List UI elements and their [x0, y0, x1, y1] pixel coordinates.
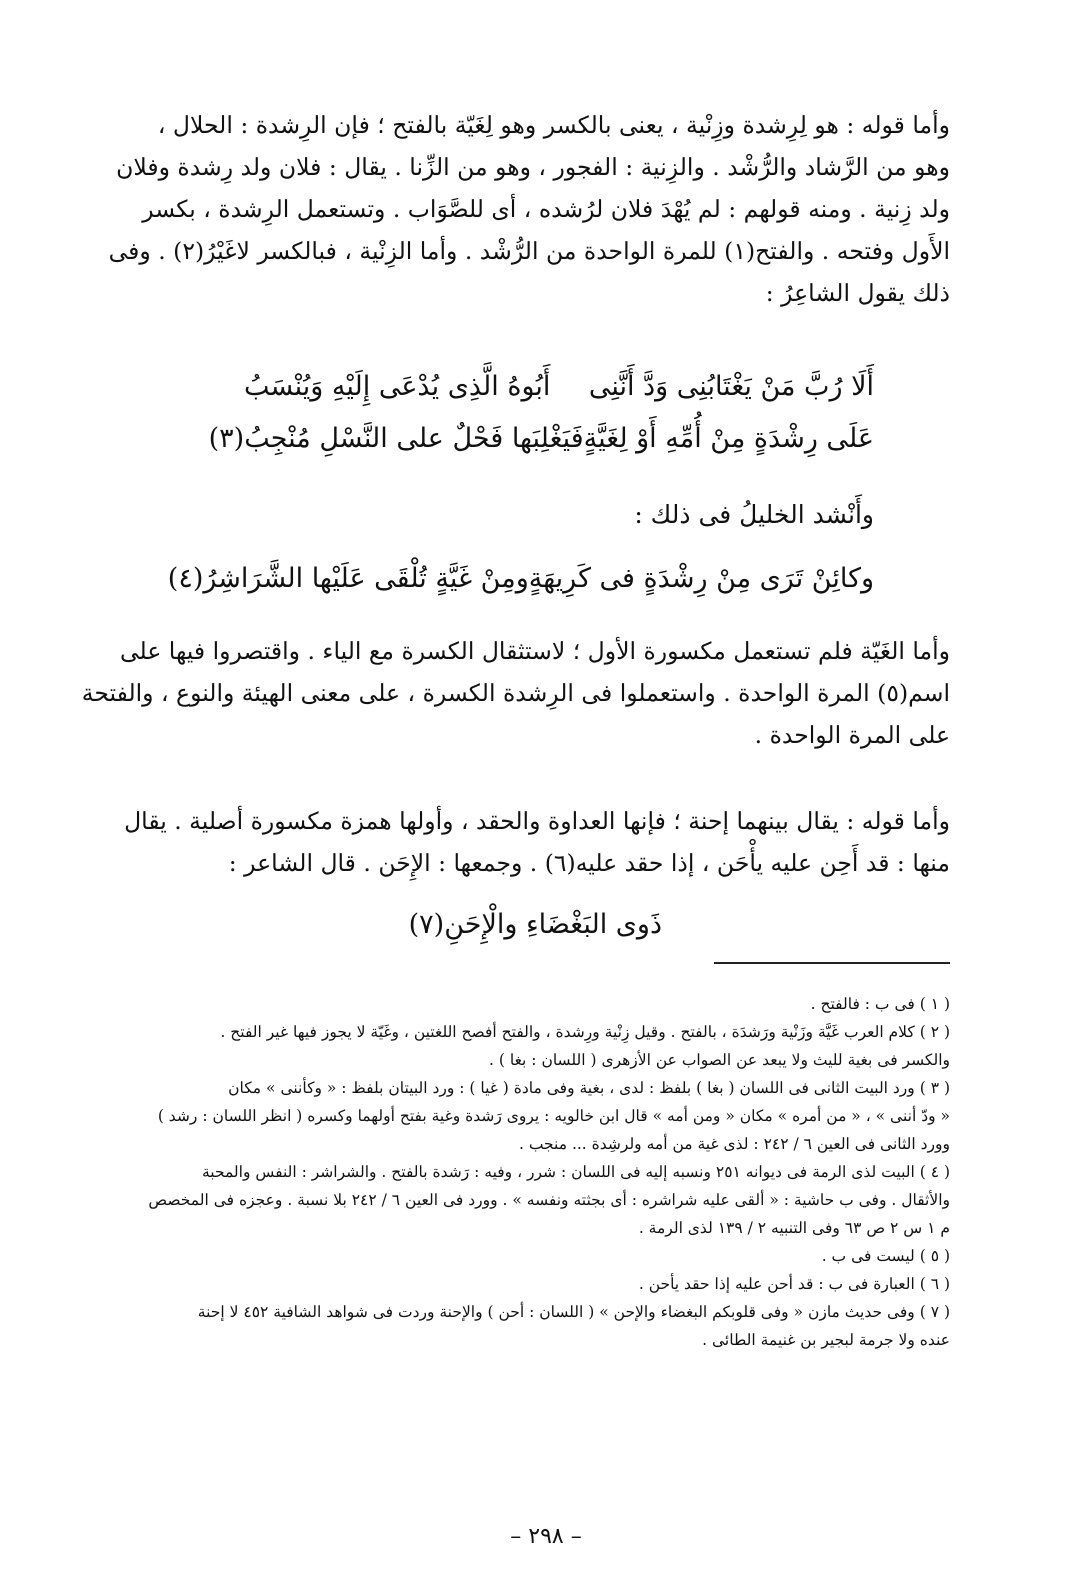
text-line: وأَنْشد الخليلُ فى ذلك : — [634, 500, 874, 529]
text-line: ولد زِنية . ومنه قولهم : لم يُهْدَ فلان لرُشده ، أى للصَّوَاب . وتستعمل الرِشدة ، بكسر — [142, 195, 950, 223]
footnote-line: ( ٦ ) العبارة فى ب : قد أحن عليه إذا حقد يأحن . — [638, 1275, 950, 1293]
text-line: وأما قوله : هو لِرِشدة وزِنْية ، يعنى بالكسر وهو لِغَيّة بالفتح ؛ فإن الرِشدة : الحلال ، — [157, 111, 950, 139]
footnote-line: ( ١ ) فى ب : فالفتح . — [810, 995, 950, 1013]
text-line: على المرة الواحدة . — [754, 721, 950, 749]
poem-fragment — [382, 902, 662, 948]
footnote-line: وورد الثانى فى العين ٦ / ٢٤٢ : لذى غية من أمه ولرشِدة ... منجب . — [518, 1135, 950, 1153]
text-line: اسم(٥) المرة الواحدة . واستعملوا فى الرِشدة الكسرة ، على معنى الهيئة والنوع ، والفتحة — [81, 679, 950, 707]
footnote-divider — [714, 962, 950, 964]
text-line: ذلك يقول الشاعِرُ : — [765, 279, 950, 307]
footnote-line: ( ٧ ) وفى حديث مازن « وفى قلوبكم البغضاء والإحن » ( اللسان : أحن ) والإحنة وردت فى شواهد الشافية ٤٥٢ لا إحنة — [197, 1303, 950, 1321]
footnote-line: « ودّ أننى » ، « من أمره » مكان « ومن أمه » قال ابن خالويه : يروى رَشدة وغية بفتح أولهما وكسره ( انظر اللسان : رشد ) — [157, 1107, 950, 1125]
text-line: وأما قوله : يقال بينهما إحنة ؛ فإنها العداوة والحقد ، وأولها همزة مكسورة أصلية . يقال — [124, 807, 950, 835]
verse-fragment-text: ذَوى البَغْضَاءِ والْإِحَنِ(٧) — [408, 909, 662, 940]
verse-hemistich-left: فَيَغْلِبَها فَحْلٌ على النَّسْلِ مُنْجِبُ(٣) — [208, 423, 584, 454]
page-number: – ٢٩٨ – — [510, 1524, 582, 1549]
poem-verse-3 — [167, 556, 874, 602]
footnote-line: والكسر فى بغية لليث ولا يبعد عن الصواب عن الأزهرى ( اللسان : بغا ) . — [489, 1051, 950, 1069]
text-line: الأَول وفتحه . والفتح(١) للمرة الواحدة من الرُّشْد . وأما الزِنْية ، فبالكسر لاغَيْرُ(٢) . وفى — [108, 237, 950, 265]
footnote-line: م ١ س ٢ ص ٦٣ وفى التنبيه ٢ / ١٣٩ لذى الرمة . — [638, 1219, 950, 1237]
footnote-line: عنده ولا جرمة لبجير بن غنيمة الطائى . — [702, 1331, 950, 1349]
footnote-line: والأثقال . وفى ب حاشية : « ألقى عليه شراشره : أى بجثته ونفسه » . وورد فى العين ٦ / ٢٤٢ بلا نسبة . وعجزه فى المخصص — [148, 1191, 950, 1209]
footnote-line: ( ٤ ) البيت لذى الرمة فى ديوانه ٢٥١ ونسبه إليه فى اللسان : شرر ، وفيه : رَشدة بالفتح . والشراشر : النفس والمحبة — [201, 1163, 950, 1181]
paragraph-ihna — [124, 800, 950, 884]
poem-verse-2 — [208, 416, 874, 462]
verse-hemistich-right: عَلَى رِشْدَةٍ مِنْ أُمِّهِ أَوْ لِغَيَّةٍ — [583, 423, 874, 454]
paragraph-ghayya — [81, 630, 950, 756]
verse-hemistich-right: وكائِنْ تَرَى مِنْ رِشْدَةٍ فى كَرِيهَةٍ — [528, 563, 874, 594]
verse-hemistich-left: أَبُوهُ الَّذِى يُدْعَى إِلَيْهِ وَيُنْسَبُ — [244, 371, 551, 402]
paragraph-rishda — [108, 104, 950, 314]
footnote-line: ( ٣ ) ورد البيت الثانى فى اللسان ( بغا ) بلفظ : لدى ، بغية وفى مادة ( غيا ) : ورد البيتان بلفظ : « وكأننى » مكان — [228, 1079, 950, 1097]
text-line: منها : قد أَحِن عليه يأْحَن ، إذا حقد عليه(٦) . وجمعها : الإِحَن . قال الشاعر : — [228, 849, 950, 877]
text-line: وأما الغَيّة فلم تستعمل مكسورة الأول ؛ لاستثقال الكسرة مع الياء . واقتصروا فيها على — [119, 637, 950, 665]
khalil-intro — [274, 494, 874, 536]
verse-hemistich-right: أَلَا رُبَّ مَنْ يَغْتَابُنِى وَدَّ أَنَّنِى — [588, 371, 874, 402]
verse-hemistich-left: ومِنْ غَيَّةٍ تُلْقَى عَلَيْها الشَّرَاشِرُ(٤) — [167, 563, 529, 594]
poem-verse-1 — [244, 364, 874, 410]
footnotes — [142, 990, 950, 1354]
text-line: وهو من الرَّشاد والرُّشْد . والزِنية : الفجور ، وهو من الزِّنا . يقال : فلان ولد رِشدة وفلان — [116, 153, 950, 181]
footnote-line: ( ٢ ) كلام العرب غَيَّة وزَنْية ورَشدَة ، بالفتح . وقيل زِنْية ورِشدة ، والفتح أفصح اللغتين ، وغَيّة لا يجوز فيها غير الفتح . — [220, 1023, 950, 1041]
footnote-line: ( ٥ ) ليست فى ب . — [821, 1247, 950, 1265]
